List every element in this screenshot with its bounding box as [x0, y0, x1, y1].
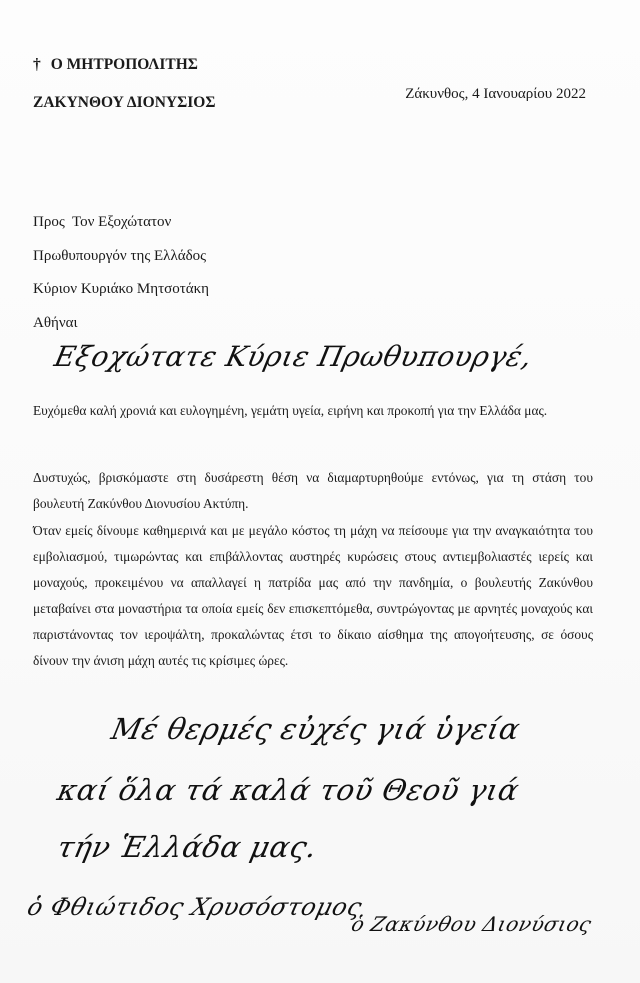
recipient-line2: Πρωθυπουργόν της Ελλάδος	[33, 247, 207, 264]
letterhead-line2: ΖΑΚΥΝΘΟΥ ΔΙΟΝΥΣΙΟΣ	[33, 94, 216, 111]
handwritten-salutation: Εξοχώτατε Κύριε Πρωθυπουργέ,	[51, 340, 536, 373]
recipient-block	[33, 206, 209, 340]
signature-left: ὁ Φθιώτιδος Χρυσόστομος	[24, 893, 366, 921]
paragraph-protest: Δυστυχώς, βρισκόμαστε στη δυσάρεστη θέση να διαμαρτυρηθούμε εντόνως, για τη στάση του βουλευτή Ζακύνθου Διονυσίου Ακτύπη.	[33, 470, 593, 511]
recipient-line3: Κύριον Κυριάκο Μητσοτάκη	[33, 281, 210, 297]
paragraph-greeting: Ευχόμεθα καλή χρονιά και ευλογημένη, γεμάτη υγεία, ειρήνη και προκοπή για την Ελλάδα μας.	[33, 403, 548, 418]
recipient-line1: Προς Τον Εξοχώτατον	[33, 214, 172, 230]
signature-right: ὁ Ζακύνθου Διονύσιος	[349, 912, 595, 936]
letter-date: Ζάκυνθος, 4 Ιανουαρίου 2022	[405, 86, 586, 102]
handwritten-closing-line1: Μέ θερμές εὐχές γιά ὑγεία	[108, 712, 524, 746]
letterhead	[33, 46, 215, 122]
cross-icon: †	[33, 56, 41, 73]
recipient-line4: Αθήναι	[33, 314, 78, 331]
handwritten-closing-line3: τήν Ἑλλάδα μας.	[54, 830, 321, 864]
handwritten-closing-line2: καί ὅλα τά καλά τοῦ Θεοῦ γιά	[54, 773, 523, 807]
letterhead-title	[33, 46, 215, 84]
paragraph-details: Όταν εμείς δίνουμε καθημερινά και με μεγάλο κόστος τη μάχη να πείσουμε για την αναγκαιότητα του εμβολιασμού, τιμωρώντας και επιβάλλοντας αυστηρές κυρώσεις στους αντιεμβολιαστές ιερείς και μοναχούς, προκειμένου να απαλλαγεί η πατρίδα μας από την πανδημία, ο βουλευτής Ζακύνθου μεταβαίνει στα μοναστήρια τα οποία εμείς δεν επισκεπτόμεθα, συντρώγοντας με αρνητές μοναχούς και παριστάνοντας τον ιεροψάλτη, προκαλώντας έτσι το δίκαιο αίσθημα της απογοήτευσης, σε όσους δίνουν την άνιση μάχη αυτές τις κρίσιμες ώρες.	[33, 523, 593, 668]
letterhead-line1: Ο ΜΗΤΡΟΠΟΛΙΤΗΣ	[50, 56, 198, 73]
